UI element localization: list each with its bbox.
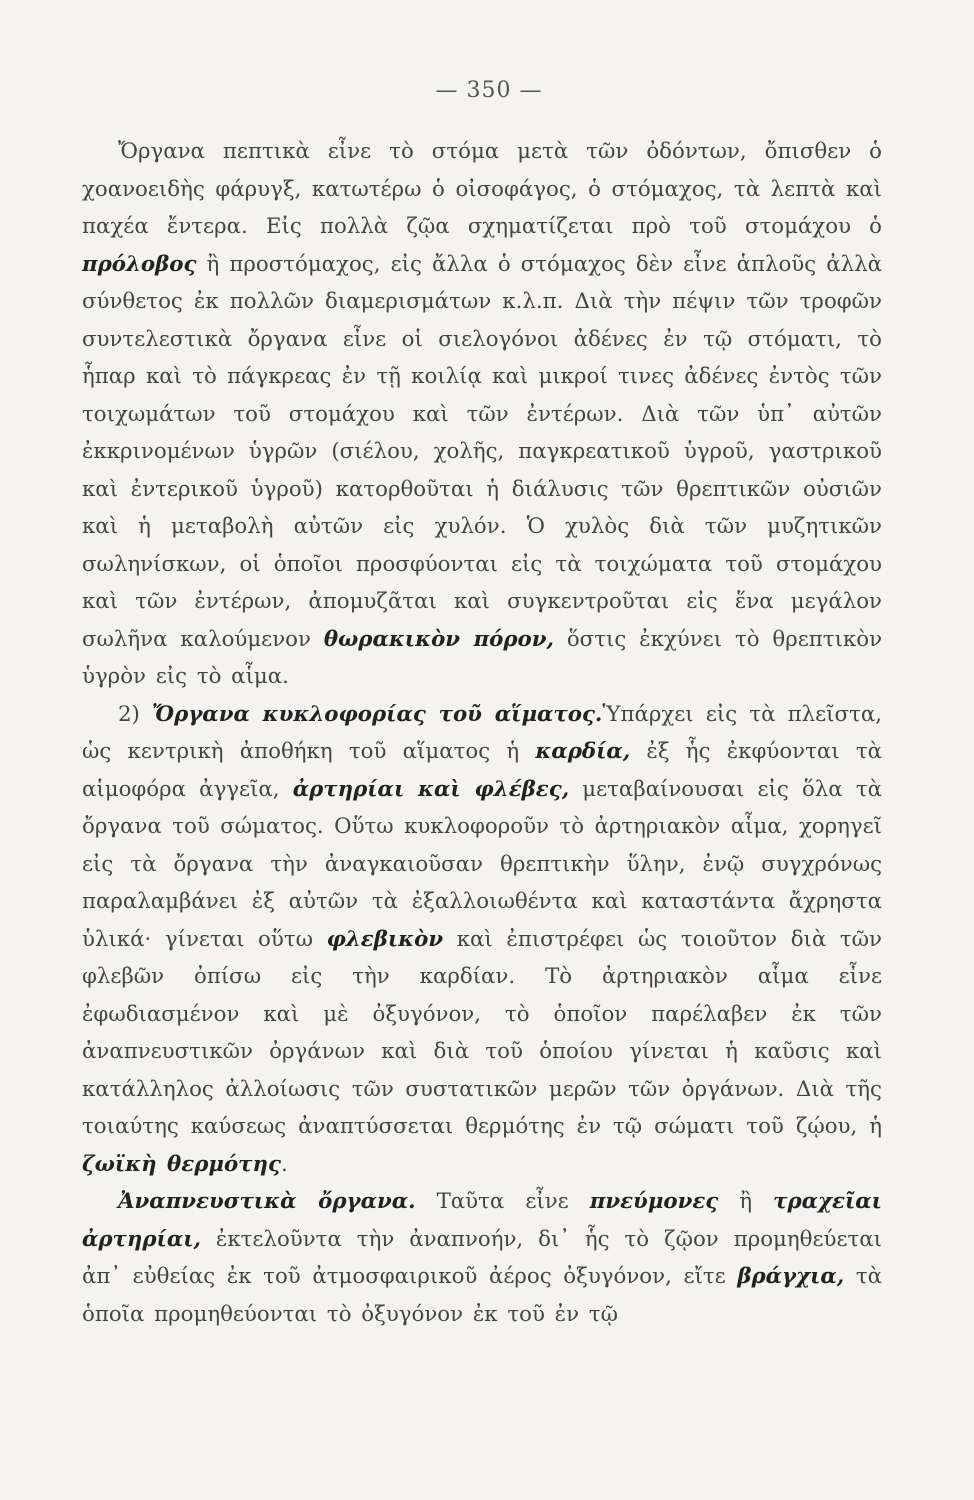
text-run: καὶ ἐπιστρέφει ὡς τοιοῦτον διὰ τῶν φλεβῶν ὀπίσω εἰς τὴν καρδίαν. Τὸ ἀρτηριακὸν αἷμα εἶνε ἐφωδιασμένον καὶ μὲ ὀξυγόνον, τὸ ὁποῖον παρέλαβεν ἐκ τῶν ἀναπνευστικῶν ὀργάνων καὶ διὰ τοῦ ὁποίου γίνεται ἡ καῦσις καὶ κατάλληλος ἀλλοίωσις τῶν συστατικῶν μερῶν τῶν ὀργάνων. Διὰ τῆς τοιαύτης καύσεως ἀναπτύσσεται θερμότης ἐν τῷ σώματι τοῦ ζῴου, ἡ xyxy=(82,926,882,1139)
text-run: ἢ προστόμαχος, εἰς ἄλλα ὁ στόμαχος δὲν εἶνε ἁπλοῦς ἀλλὰ σύνθετος ἐκ πολλῶν διαμερισμάτων κ.λ.π. Διὰ τὴν πέψιν τῶν τροφῶν συντελεστικὰ ὄργανα εἶνε οἱ σιελογόνοι ἀδένες ἐν τῷ στόματι, τὸ ἧπαρ καὶ τὸ πάγκρεας ἐν τῇ κοιλίᾳ καὶ μικροί τινες ἀδένες ἐντὸς τῶν τοιχωμάτων τοῦ στομάχου καὶ τῶν ἐντέρων. Διὰ τῶν ὑπ᾿ αὐτῶν ἐκκρινομένων ὑγρῶν (σιέλου, χολῆς, παγκρεατικοῦ ὑγροῦ, γαστρικοῦ καὶ ἐντερικοῦ ὑγροῦ) κατορθοῦται ἡ διάλυσις τῶν θρεπτικῶν οὐσιῶν καὶ ἡ μεταβολὴ αὐτῶν εἰς χυλόν. Ὁ χυλὸς διὰ τῶν μυζητικῶν σωληνίσκων, οἱ ὁποῖοι προσφύονται εἰς τὰ τοιχώματα τοῦ στομάχου καὶ τῶν ἐντέρων, ἀπομυζᾶται καὶ συγκεντροῦται εἰς ἕνα μεγάλον σωλῆνα καλούμενον xyxy=(82,251,882,652)
term-arteries-veins: ἀρτηρίαι καὶ φλέβες, xyxy=(292,776,570,802)
text-run: . xyxy=(280,1151,288,1177)
paragraph-digestive-organs xyxy=(82,133,882,696)
body-text xyxy=(82,133,882,1333)
term-gills: βράγχια, xyxy=(737,1264,845,1289)
term-heart: καρδία, xyxy=(535,739,631,764)
text-run: τὰ ὁποῖα προμηθεύονται τὸ ὀξυγόνον ἐκ τοῦ ἐν τῷ xyxy=(82,1264,883,1327)
text-run: Ὄργανα πεπτικὰ εἶνε τὸ στόμα μετὰ τῶν ὀδόντων, ὄπισθεν ὁ χοανοειδὴς φάρυγξ, κατωτέρω ὁ οἰσοφάγος, ὁ στόμαχος, τὰ λεπτὰ καὶ παχέα ἔντερα. Εἰς πολλὰ ζῷα σχηματίζεται πρὸ τοῦ στομάχου ὁ xyxy=(82,139,882,239)
term-tracheae: τραχεῖαι ἀρτηρίαι, xyxy=(82,1189,882,1252)
text-run: Ταῦτα εἶνε xyxy=(415,1189,590,1214)
section-number: 2) xyxy=(118,701,153,727)
text-run: ἢ xyxy=(718,1189,774,1214)
text-run: μεταβαίνουσαι εἰς ὅλα τὰ ὄργανα τοῦ σώματος. Οὕτω κυκλοφοροῦν τὸ ἀρτηριακὸν αἷμα, χορηγεῖ εἰς τὰ ὄργανα τὴν ἀναγκαιοῦσαν θρεπτικὴν ὕλην, ἐνῷ συγχρόνως παραλαμβάνει ἐξ αὐτῶν τὰ ἐξαλλοιωθέντα καὶ καταστάντα ἄχρηστα ὑλικά· γίνεται οὕτω xyxy=(82,776,882,952)
section-heading-respiration: Ἀναπνευστικὰ ὄργανα. xyxy=(118,1189,416,1214)
paragraph-circulatory-organs xyxy=(82,696,882,1184)
term-venous: φλεβικὸν xyxy=(326,926,444,952)
term-animal-heat: ζωϊκὴ θερμότης xyxy=(82,1151,281,1177)
term-prolobos: πρόλοβος xyxy=(82,251,197,277)
text-run: ἐκτελοῦντα τὴν ἀναπνοήν, δι᾿ ἧς τὸ ζῷον προμηθεύεται ἀπ᾿ εὐθείας ἐκ τοῦ ἀτμοσφαιρικοῦ ἀέρος ὀξυγόνον, εἴτε xyxy=(82,1226,882,1289)
page-number: — 350 — xyxy=(435,78,543,103)
term-thoracic-duct: θωρακικὸν πόρον, xyxy=(323,626,554,652)
text-run: ἐξ ἧς ἐκφύονται τὰ αἱμοφόρα ἀγγεῖα, xyxy=(82,739,883,802)
section-heading-circulation: Ὄργανα κυκλοφορίας τοῦ αἵματος. xyxy=(152,701,603,727)
text-run: ὅστις ἐκχύνει τὸ θρεπτικὸν ὑγρὸν εἰς τὸ αἷμα. xyxy=(82,626,883,689)
paragraph-respiratory-organs xyxy=(82,1183,882,1333)
term-lungs: πνεύμονες xyxy=(589,1189,719,1214)
text-run: Ὑπάρχει εἰς τὰ πλεῖστα, ὡς κεντρικὴ ἀποθήκη τοῦ αἵματος ἡ xyxy=(82,701,883,764)
